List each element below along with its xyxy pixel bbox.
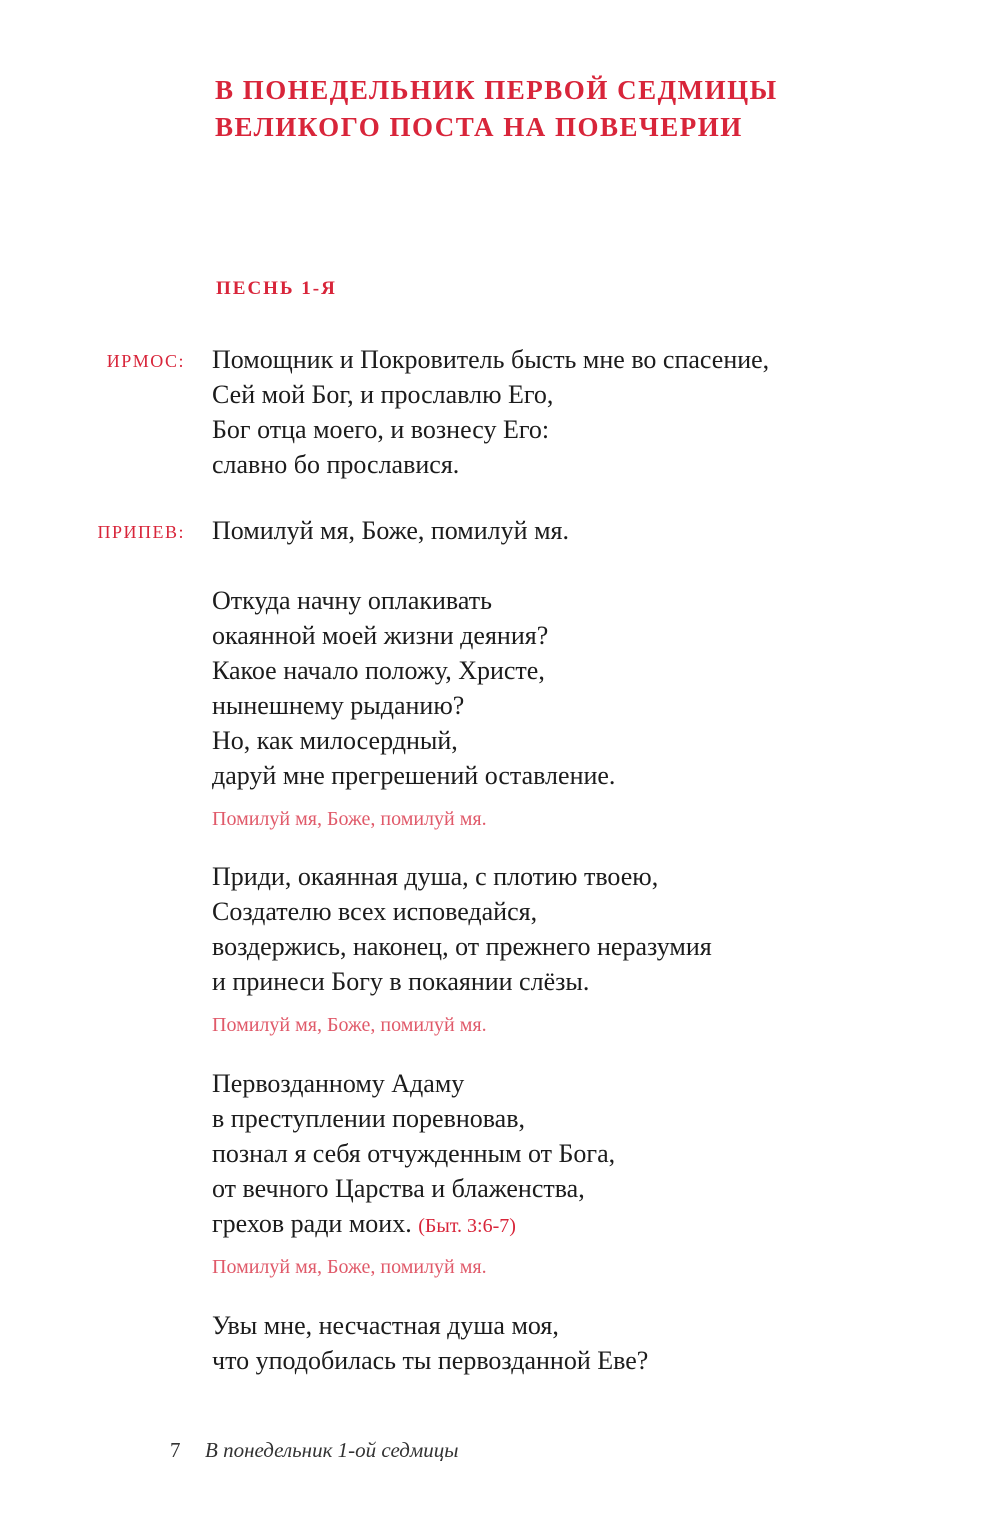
refrain-small: Помилуй мя, Боже, помилуй мя.	[212, 1256, 487, 1278]
troparion-line: Откуда начну оплакивать	[212, 586, 492, 615]
troparion-3	[212, 1066, 912, 1244]
troparion-1	[212, 583, 912, 793]
troparion-line: Создателю всех исповедайся,	[212, 897, 538, 926]
running-title: В понедельник 1-ой седмицы	[205, 1438, 459, 1462]
troparion-line: Приди, окаянная душа, с плотию твоею,	[212, 862, 659, 891]
irmos-line: славно бо прославися.	[212, 450, 460, 479]
troparion-line: и принеси Богу в покаянии слёзы.	[212, 967, 590, 996]
refrain-small: Помилуй мя, Боже, помилуй мя.	[212, 808, 487, 830]
troparion-line: даруй мне прегрешений оставление.	[212, 761, 616, 790]
troparion-line: от вечного Царства и блаженства,	[212, 1174, 585, 1203]
page-title	[215, 72, 915, 146]
troparion-line: Какое начало положу, Христе,	[212, 656, 545, 685]
troparion-2	[212, 859, 912, 999]
title-line-1: В ПОНЕДЕЛЬНИК ПЕРВОЙ СЕДМИЦЫ	[215, 75, 778, 105]
troparion-line: Первозданному Адаму	[212, 1069, 465, 1098]
irmos-line: Сей мой Бог, и прославлю Его,	[212, 380, 554, 409]
troparion-line: Но, как милосердный,	[212, 726, 458, 755]
troparion-4	[212, 1308, 912, 1378]
troparion-line: грехов ради моих.	[212, 1209, 412, 1238]
troparion-line: окаянной моей жизни деяния?	[212, 621, 549, 650]
refrain-main-line: Помилуй мя, Боже, помилуй мя.	[212, 516, 569, 545]
troparion-line-with-ref	[212, 1206, 912, 1244]
troparion-line: Увы мне, несчастная душа моя,	[212, 1311, 559, 1340]
irmos-line: Помощник и Покровитель бысть мне во спасение,	[212, 345, 770, 374]
refrain-main-text	[212, 513, 912, 548]
irmos-text	[212, 342, 912, 482]
title-line-2: ВЕЛИКОГО ПОСТА НА ПОВЕЧЕРИИ	[215, 112, 743, 142]
scripture-reference: (Быт. 3:6-7)	[418, 1215, 516, 1237]
refrain-small: Помилуй мя, Боже, помилуй мя.	[212, 1014, 487, 1036]
troparion-line: нынешнему рыданию?	[212, 691, 465, 720]
troparion-line: в преступлении поревновав,	[212, 1104, 526, 1133]
irmos-line: Бог отца моего, и вознесу Его:	[212, 415, 550, 444]
troparion-line: воздержись, наконец, от прежнего неразумия	[212, 932, 712, 961]
troparion-line: познал я себя отчужденным от Бога,	[212, 1139, 616, 1168]
troparion-line: что уподобилась ты первозданной Еве?	[212, 1346, 649, 1375]
irmos-label: ИРМОС:	[106, 351, 185, 371]
ode-heading: ПЕСНЬ 1-Я	[216, 278, 337, 299]
page-number: 7	[170, 1438, 181, 1462]
refrain-label: ПРИПЕВ:	[97, 522, 185, 542]
